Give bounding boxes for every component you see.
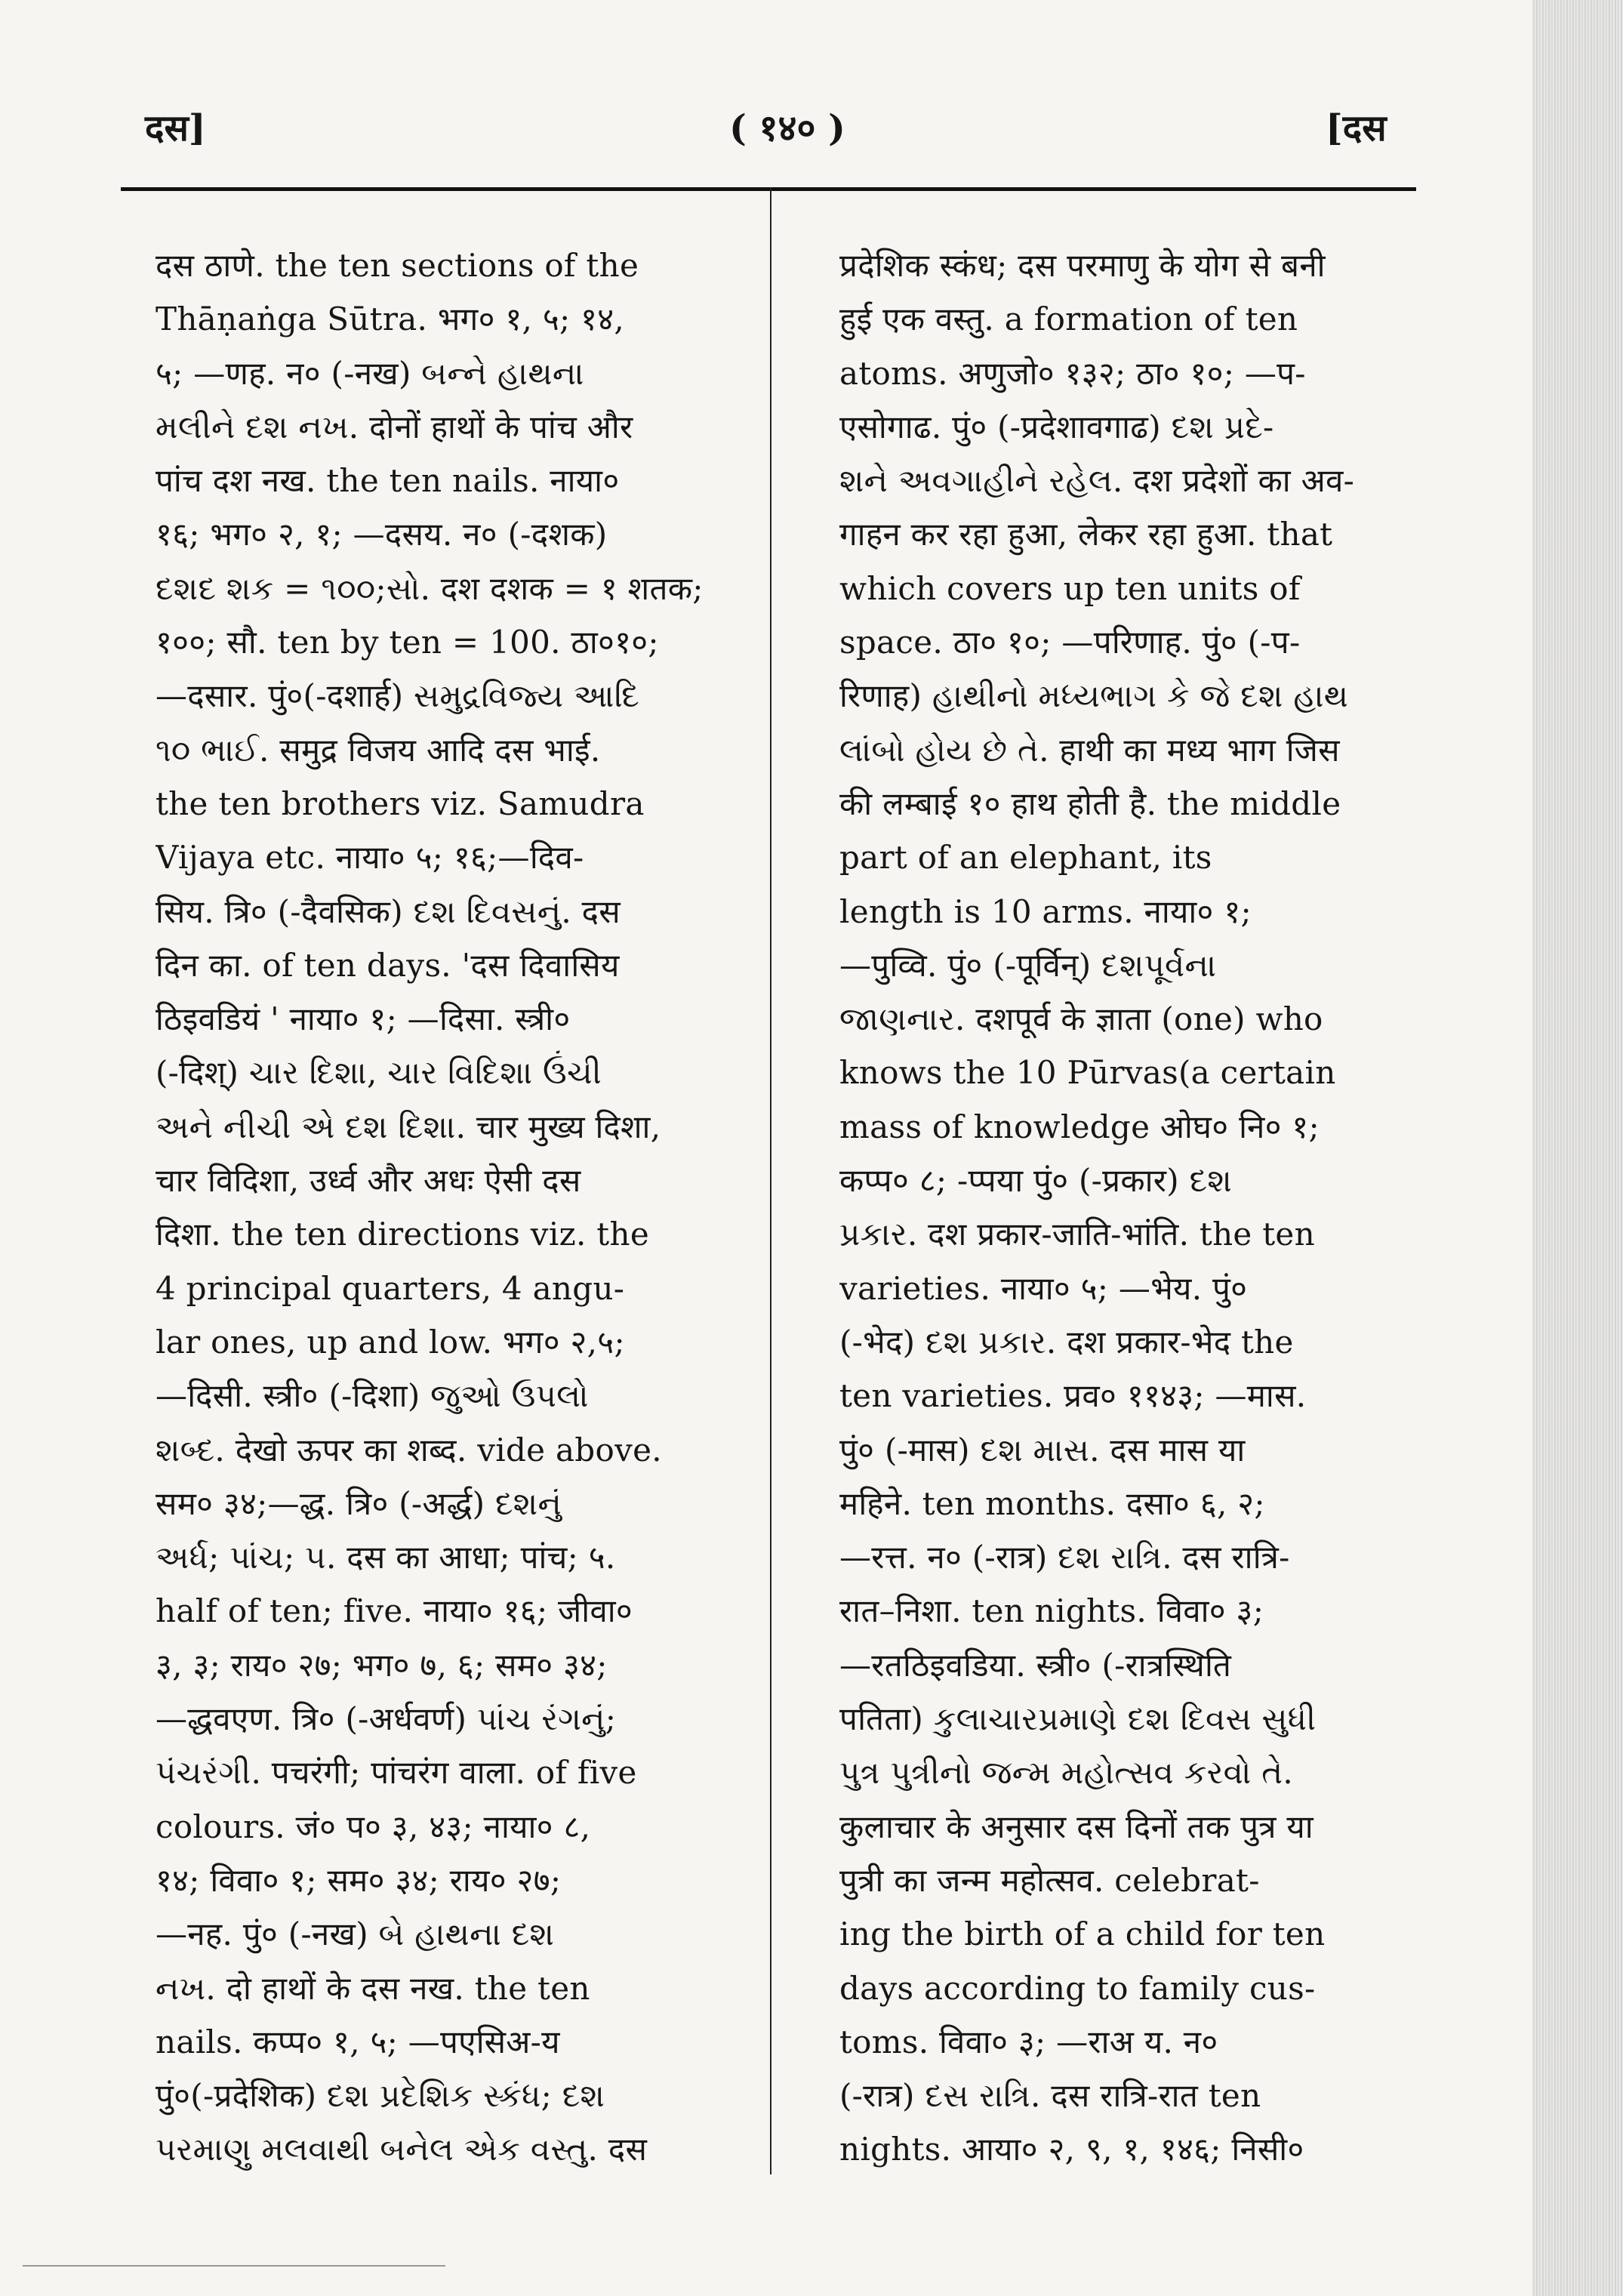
right-column-line: space. ठा० १०; —परिणाह. पुं० (-प- [839,624,1301,661]
left-column-line: १००; सौ. ten by ten = 100. ठा०१०; [156,624,659,661]
left-column-line: चार विदिशा, उर्ध्व और अधः ऐसी दस [156,1162,581,1200]
right-column-line: कुलाचार के अनुसार दस दिनों तक पुत्र या [839,1808,1313,1845]
right-column-line: toms. विवा० ३; —राअ य. न० [839,2023,1218,2060]
right-column-line: (-रात्र) દસ રાત્રિ. दस रात्रि-रात ten [839,2077,1261,2115]
left-column-line: दिशा. the ten directions viz. the [156,1216,649,1253]
right-column-line: एसोगाढ. पुं० (-प्रदेशावगाढ) દશ પ્રદે- [839,408,1274,445]
left-column [156,239,746,2177]
right-column-line: varieties. नाया० ५; —भेय. पुं० [839,1269,1248,1307]
right-column-line: length is 10 arms. नाया० १; [839,892,1252,930]
left-column-line: सम० ३४;—द्ध. त्रि० (-अर्द्ध) દશનું [156,1484,562,1522]
left-column-line: Vijaya etc. नाया० ५; १६;—दिव- [156,839,584,877]
left-column-line: શબ્દ. देखो ऊपर का शब्द. vide above. [156,1431,662,1469]
left-column-line: the ten brothers viz. Samudra [156,784,645,822]
left-column-line: દશદ શક = ૧૦૦;સો. दश दशक = १ शतक; [156,569,704,607]
right-column-line: ten varieties. प्रव० ११४३; —मास. [839,1377,1307,1415]
right-column-line: प्रदेशिक स्कंध; दस परमाणु के योग से बनी [839,247,1326,284]
left-column-line: ५; —णह. न० (-नख) બન્ને હાથના [156,354,584,392]
right-column-line: atoms. अणुजो० १३२; ठा० १०; —प- [839,354,1306,392]
left-column-line: १४; विवा० १; सम० ३४; राय० २७; [156,1861,562,1899]
right-column-line: લાંબો હોય છે તે. हाथी का मध्य भाग जिस [839,731,1340,769]
left-column-line: दस ठाणे. the ten sections of the [156,247,639,284]
right-column-line: हुई एक वस्तु. a formation of ten [839,300,1298,338]
left-column-line: दिन का. of ten days. 'दस दिवासिय [156,946,620,984]
right-column-line: ing the birth of a child for ten [839,1915,1326,1953]
bottom-rule [23,2265,445,2267]
right-column-line: रात–निशा. ten nights. विवा० ३; [839,1592,1264,1630]
right-column-line: mass of knowledge ओघ० नि० १; [839,1108,1320,1145]
right-column-line: શને અવગાહીને રહેલ. दश प्रदेशों का अव- [839,462,1355,500]
left-column-line: पांच दश नख. the ten nails. नाया० [156,462,620,500]
right-column-line: પુત્ર પુત્રીનો જન્મ મહોત્સવ કરવો તે. [839,1754,1294,1792]
left-column-line: १६; भग० २, १; —दसय. न० (-दशक) [156,516,608,553]
left-column-line: —दिसी. स्त्री० (-दिशा) જુઓ ઉપલો [156,1377,589,1415]
header-right-guideword: [दस [1326,107,1387,149]
left-column-line: half of ten; five. नाया० १६; जीवा० [156,1592,633,1630]
right-column-line: જાણનાર. दशपूर्व के ज्ञाता (one) who [839,1000,1323,1038]
left-column-line: —दसार. पुं०(-दशार्ह) સમુદ્રવિજ્ય આદિ [156,677,639,715]
page-header [0,106,1623,166]
right-column-line: days according to family cus- [839,1969,1316,2007]
right-column-line: पतिता) કુલાચારપ્રમાણે દશ દિવસ સુધી [839,1700,1317,1738]
right-column-line: —पुव्वि. पुं० (-पूर्विन्) દશપૂર્વના [839,946,1217,984]
right-column-line: गाहन कर रहा हुआ, लेकर रहा हुआ. that [839,516,1333,553]
right-column-line: પ્રકાર. दश प्रकार-जाति-भांति. the ten [839,1216,1315,1253]
left-column-line: ३, ३; राय० २७; भग० ७, ६; सम० ३४; [156,1646,608,1684]
right-column-line: महिने. ten months. दसा० ६, २; [839,1484,1265,1522]
left-column-line: nails. कप्प० १, ५; —पएसिअ-य [156,2023,560,2060]
right-column-line: पुं० (-मास) દશ માસ. दस मास या [839,1431,1246,1469]
right-column-line: पुत्री का जन्म महोत्सव. celebrat- [839,1861,1260,1899]
left-column-line: નખ. दो हाथों के दस नख. the ten [156,1969,590,2007]
page-number: ( १४० ) [729,107,845,149]
left-column-line: —नह. पुं० (-नख) બે હાથના દશ [156,1915,555,1953]
header-left-guideword: दस] [145,107,206,149]
left-column-line: पुं०(-प्रदेशिक) દશ પ્રદેશિક સ્કંધ; દશ [156,2077,605,2115]
left-column-line: અને નીચી એ દશ દિશા. चार मुख्य दिशा, [156,1108,661,1145]
right-column-line: knows the 10 Pūrvas(a certain [839,1054,1336,1092]
right-column-line: —रत्त. न० (-रात्र) દશ રાત્રિ. दस रात्रि- [839,1539,1290,1576]
page-edge-shading [1532,0,1623,2296]
right-column-line: nights. आया० २, ९, १, १४६; निसी० [839,2131,1304,2168]
left-column-line: (-दिश्) ચાર દિશા, ચાર વિદિશા ઉંચી [156,1054,602,1092]
left-column-line: ૧૦ ભાઈ. समुद्र विजय आदि दस भाई. [156,731,601,769]
right-column-line: —रतठिइवडिया. स्त्री० (-रात्रस्थिति [839,1646,1232,1684]
right-column [839,239,1430,2177]
left-column-line: મલીને દશ નખ. दोनों हाथों के पांच और [156,408,633,445]
left-column-line: 4 principal quarters, 4 angu- [156,1269,625,1307]
column-divider [770,187,771,2174]
right-column-line: which covers up ten units of [839,569,1301,607]
left-column-line: અર્ધ; પાંચ; ૫. दस का आधा; पांच; ५. [156,1539,616,1576]
right-column-line: रिणाह) હાથીનો મધ્યભાગ કે જે દશ હાથ [839,677,1349,715]
right-column-line: part of an elephant, its [839,839,1212,877]
left-column-line: lar ones, up and low. भग० २,५; [156,1323,625,1361]
left-column-line: પંચરંગી. पचरंगी; पांचरंग वाला. of five [156,1754,637,1792]
header-rule [121,187,1416,191]
left-column-line: colours. जं० प० ३, ४३; नाया० ८, [156,1808,591,1845]
right-column-line: (-भेद) દશ પ્રકાર. दश प्रकार-भेद the [839,1323,1294,1361]
right-column-line: की लम्बाई १० हाथ होती है. the middle [839,784,1341,822]
left-column-line: Thāṇaṅga Sūtra. भग० १, ५; १४, [156,300,625,338]
left-column-line: પરમાણુ મલવાથી બનેલ એક વસ્તુ. दस [156,2131,648,2168]
left-column-line: सिय. त्रि० (-दैवसिक) દશ દિવસનું. दस [156,892,621,930]
left-column-line: —द्धवएण. त्रि० (-अर्धवर्ण) પાંચ રંગનું; [156,1700,617,1738]
left-column-line: ठिइवडियं ' नाया० १; —दिसा. स्त्री० [156,1000,571,1038]
right-column-line: कप्प० ८; -प्पया पुं० (-प्रकार) દશ [839,1162,1233,1200]
